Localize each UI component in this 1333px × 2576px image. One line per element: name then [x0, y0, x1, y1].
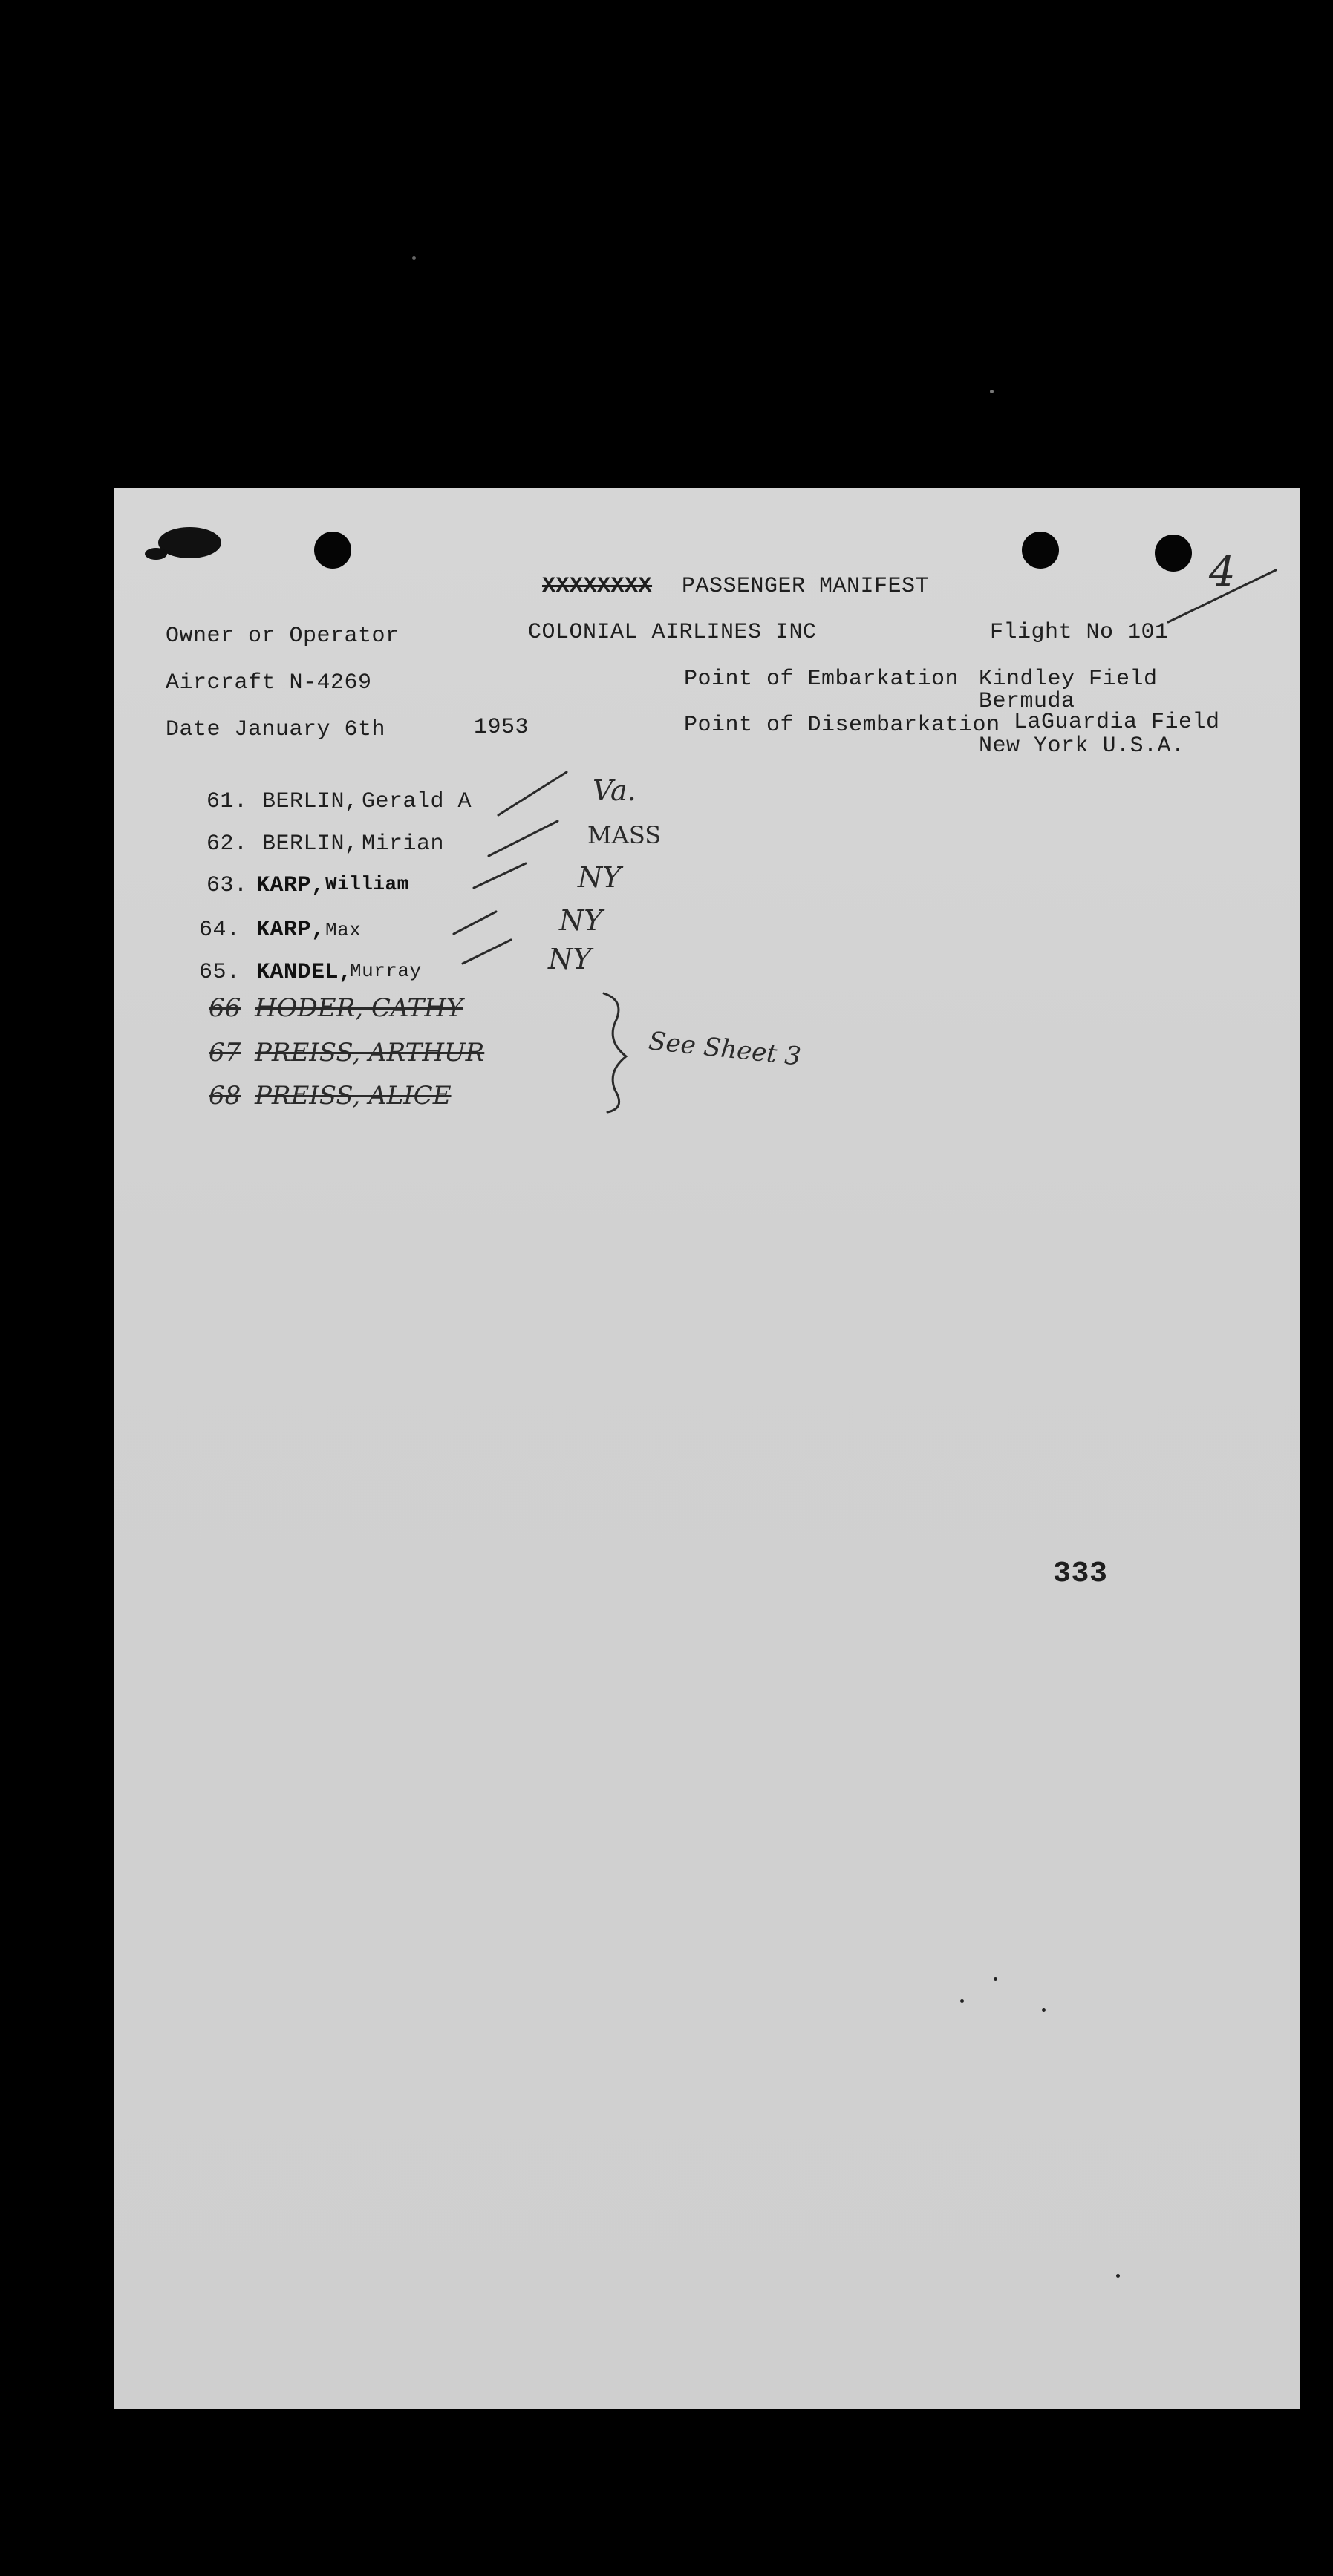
page-number: 333	[1053, 1557, 1108, 1591]
speck	[990, 390, 994, 393]
check-mark	[454, 912, 496, 934]
passenger-number: 62.	[206, 831, 248, 857]
embarkation-place: Kindley Field	[979, 667, 1158, 692]
passenger-number: 64.	[199, 918, 241, 943]
manifest-year: 1953	[474, 715, 529, 740]
passenger-given-name: Murray	[350, 960, 422, 982]
corner-underline	[1168, 570, 1276, 622]
struck-entry-number: 68	[209, 1081, 241, 1111]
bracket	[604, 993, 626, 1112]
disembarkation-place: LaGuardia Field	[1014, 710, 1220, 735]
check-mark	[474, 863, 526, 888]
sheet-number-mark: 4	[1209, 548, 1236, 596]
flight-number: Flight No 101	[990, 620, 1169, 645]
passenger-surname: BERLIN,	[262, 831, 359, 857]
passenger-state: MASS	[587, 821, 662, 849]
passenger-number: 61.	[206, 789, 248, 814]
check-mark	[489, 821, 558, 856]
speck	[1116, 2274, 1120, 2278]
passenger-number: 63.	[206, 873, 248, 898]
check-mark	[498, 772, 567, 815]
check-mark	[463, 940, 511, 964]
struck-entry-name: HODER, CATHY	[255, 993, 463, 1023]
struck-entry-number: 66	[209, 993, 241, 1023]
manifest-title: PASSENGER MANIFEST	[682, 574, 930, 599]
embarkation-label: Point of Embarkation	[684, 667, 959, 692]
struck-entry-number: 67	[209, 1038, 241, 1068]
passenger-state: NY	[578, 861, 622, 894]
passenger-number: 65.	[199, 960, 241, 985]
disembarkation-place-2: New York U.S.A.	[979, 733, 1185, 759]
owner-label: Owner or Operator	[166, 624, 400, 649]
passenger-state: NY	[548, 943, 592, 975]
manifest-date: Date January 6th	[166, 717, 386, 742]
passenger-surname: KARP,	[256, 873, 325, 898]
struck-entry-name: PREISS, ARTHUR	[255, 1038, 485, 1068]
struck-entry-name: PREISS, ALICE	[255, 1081, 452, 1111]
passenger-given-name: Max	[325, 919, 362, 941]
passenger-given-name: Gerald A	[362, 789, 472, 814]
passenger-given-name: Mirian	[362, 831, 445, 857]
speck	[994, 1977, 997, 1981]
struck-title-prefix: XXXXXXXX	[542, 574, 653, 599]
pen-marks	[114, 488, 1300, 2409]
manifest-sheet	[114, 488, 1300, 2409]
passenger-state: Va.	[593, 774, 636, 807]
disembarkation-label: Point of Disembarkation	[684, 713, 1000, 738]
embarkation-place-2: Bermuda	[979, 689, 1075, 714]
speck	[960, 1999, 964, 2003]
passenger-surname: KARP,	[256, 918, 325, 943]
passenger-surname: KANDEL,	[256, 960, 353, 985]
operator-name: COLONIAL AIRLINES INC	[528, 620, 817, 645]
passenger-state: NY	[559, 904, 603, 937]
passenger-given-name: William	[325, 873, 409, 895]
aircraft-number: Aircraft N-4269	[166, 670, 372, 696]
passenger-surname: BERLIN,	[262, 789, 359, 814]
speck	[1042, 2008, 1046, 2012]
see-sheet-annotation: See Sheet 3	[647, 1026, 803, 1072]
speck	[412, 256, 416, 260]
